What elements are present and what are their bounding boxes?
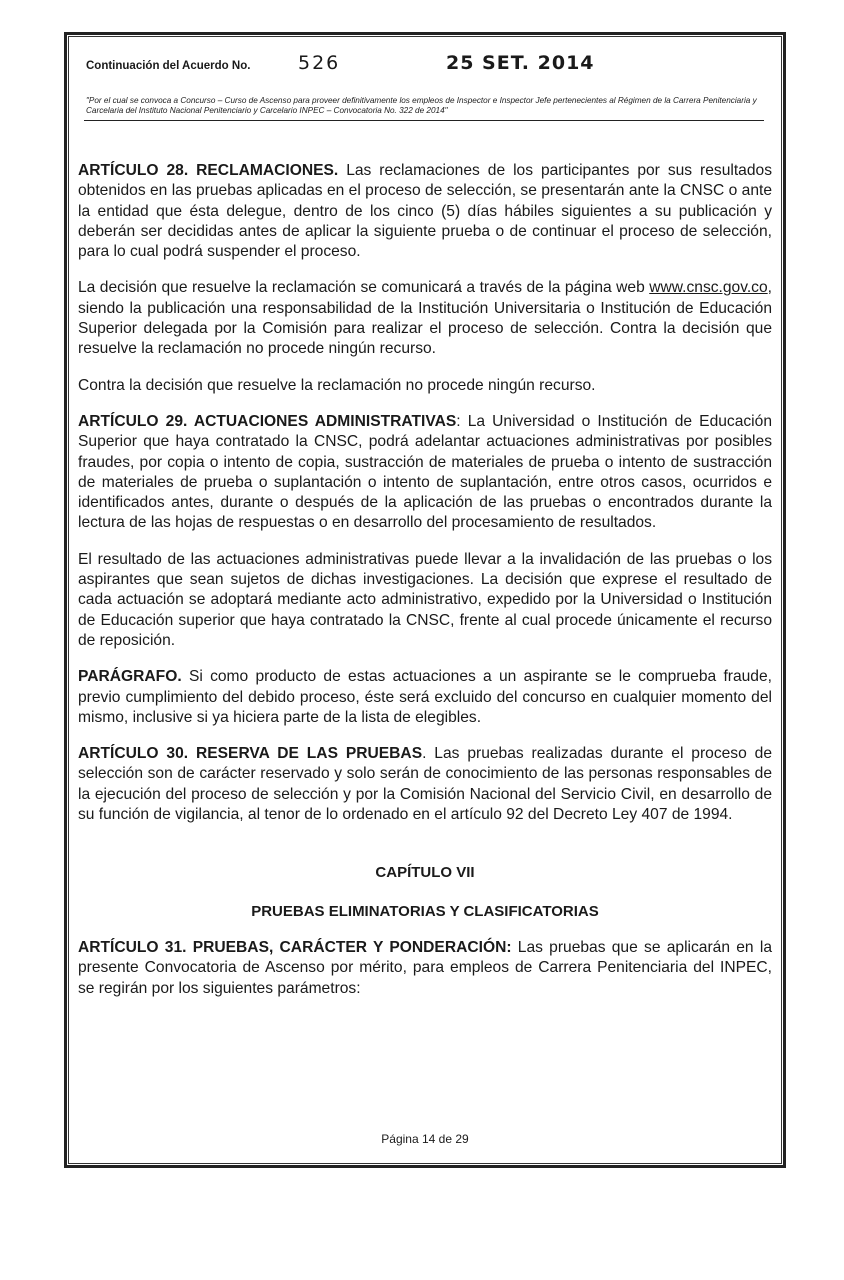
- paragraph-text-b: , siendo la publicación una responsabilidad de la Institución Universitaria o Institución de Educación Superior delegada por la Comisión para realizar el proceso de selección. Contra la decisión que resuelve la reclamación no procede ningún recurso.: [78, 279, 772, 358]
- paragrafo: [78, 667, 772, 728]
- article-31: [78, 938, 772, 999]
- article-28-text: Las reclamaciones de los participantes por sus resultados obtenidos en las pruebas aplicadas en el proceso de selección, se presentarán ante la CNSC o ante la entidad que ésta delegue, dentro de los cinco (5) días hábiles siguientes a su publicación y deberán ser decididas antes de aplicar la siguiente prueba o de continuar el proceso de selección, para lo cual podrá suspender el proceso.: [78, 162, 772, 261]
- cnsc-website-link[interactable]: www.cnsc.gov.co: [649, 279, 768, 297]
- article-28-title: ARTÍCULO 28. RECLAMACIONES.: [78, 162, 339, 179]
- paragraph-text-a: La decisión que resuelve la reclamación se comunicará a través de la página web: [78, 279, 650, 297]
- article-31-title: ARTÍCULO 31. PRUEBAS, CARÁCTER Y PONDERACIÓN:: [78, 938, 512, 956]
- article-28: [78, 161, 772, 262]
- document-subtitle: "Por el cual se convoca a Concurso – Curso de Ascenso para proveer definitivamente los empleos de Inspector e Inspector Jefe pertenecientes al Régimen de la Carrera Penitenciaria y Carcelaria del Instituto Nacional Penitenciario y Carcelario INPEC – Convocatoria No. 322 de 2014": [86, 96, 757, 115]
- article-29: [78, 412, 772, 534]
- page-number: Página 14 de 29: [381, 1132, 469, 1146]
- article-31-text: Las pruebas que se aplicarán en la presente Convocatoria de Ascenso por mérito, para empleos de Carrera Penitenciaria del INPEC, se regirán por los siguientes parámetros:: [78, 938, 772, 997]
- paragraph-reclamacion-web: [78, 278, 772, 359]
- chapter-heading: CAPÍTULO VII: [375, 864, 475, 882]
- article-29-title: ARTÍCULO 29. ACTUACIONES ADMINISTRATIVAS: [78, 412, 457, 430]
- paragraph-resultado-actuaciones: El resultado de las actuaciones administrativas puede llevar a la invalidación de las pruebas o los aspirantes que sean sujetos de dichas investigaciones. La decisión que exprese el resultado de cada actuación se adoptará mediante acto administrativo, expedido por la Universidad o Institución de Educación superior que haya contratado la CNSC, frente al cual procede únicamente el recurso de reposición.: [78, 550, 772, 649]
- paragrafo-text: Si como producto de estas actuaciones a un aspirante se le comprueba fraude, previo cumplimiento del debido proceso, éste será excluido del concurso en cualquier momento del mismo, inclusive si ya hiciera parte de la lista de elegibles.: [78, 668, 772, 726]
- acuerdo-label: Continuación del Acuerdo No.: [86, 60, 251, 72]
- document-header: [86, 54, 762, 78]
- article-30: [78, 744, 772, 825]
- paragrafo-title: PARÁGRAFO.: [78, 668, 182, 686]
- acuerdo-number: 526: [298, 52, 341, 74]
- article-30-text: . Las pruebas realizadas durante el proceso de selección son de carácter reservado y solo serán de conocimiento de las personas responsables de la ejecución del proceso de selección y por la Comisión Nacional del Servicio Civil, en desarrollo de su función de vigilancia, al tenor de lo ordenado en el artículo 92 del Decreto Ley 407 de 1994.: [78, 745, 772, 824]
- chapter-title: PRUEBAS ELIMINATORIAS Y CLASIFICATORIAS: [251, 902, 599, 920]
- acuerdo-date: 25 SET. 2014: [446, 52, 595, 74]
- article-30-title: ARTÍCULO 30. RESERVA DE LAS PRUEBAS: [78, 745, 423, 763]
- paragraph-no-recurso: Contra la decisión que resuelve la reclamación no procede ningún recurso.: [78, 376, 596, 394]
- header-divider: [84, 120, 764, 121]
- article-29-text: : La Universidad o Institución de Educación Superior que haya contratado la CNSC, podrá adelantar actuaciones administrativas por posibles fraudes, por copia o intento de copia, sustracción de materiales de prueba o intento de sustracción de materiales de prueba o suplantación o intento de suplantación, entre otros casos, ocurridos e identificados antes, durante o después de la aplicación de las pruebas o encontrados durante la lectura de las hojas de respuestas o en desarrollo del procesamiento de resultados.: [78, 412, 772, 532]
- document-body: [78, 161, 772, 1015]
